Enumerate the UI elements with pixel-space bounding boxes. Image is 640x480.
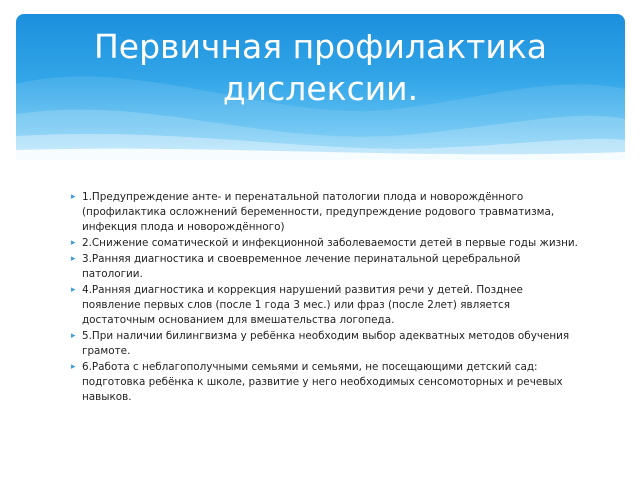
list-item [71,236,582,251]
title-line-1: Первичная профилактика [93,27,548,66]
list-item-text: 6.Работа с неблагополучными семьями и семьями, не посещающими детский сад: подготовка ребёнка к школе, развитие у него необходимых сенсомоторных и речевых навыков. [82,361,563,403]
list-item [71,329,582,359]
triangle-bullet-icon: ▸ [71,238,76,248]
list-item-text: 3.Ранняя диагностика и своевременное лечение перинатальной церебральной патологии. [82,253,521,280]
list-item [71,360,582,405]
triangle-bullet-icon: ▸ [71,362,76,372]
triangle-bullet-icon: ▸ [71,254,76,264]
list-item-text: 2.Снижение соматической и инфекционной заболеваемости детей в первые годы жизни. [82,237,578,249]
triangle-bullet-icon: ▸ [71,285,76,295]
list-item-text: 5.При наличии билингвизма у ребёнка необходим выбор адекватных методов обучения грамоте. [82,330,570,357]
list-item-text: 1.Предупреждение анте- и перенатальной патологии плода и новорождённого (профилактика осложнений беременности, предупреждение родового травматизма, инфекция плода и новорождённого) [82,191,555,233]
list-item [71,283,582,328]
triangle-bullet-icon: ▸ [71,331,76,341]
list-item-text: 4.Ранняя диагностика и коррекция нарушений развития речи у детей. Позднее появление первых слов (после 1 года 3 мес.) или фраз (после 2лет) является достаточным основанием для вмешательства логопеда. [82,284,523,326]
bullet-list [71,190,582,406]
page-title [16,26,625,110]
title-line-2: дислексии. [222,69,419,108]
list-item [71,252,582,282]
triangle-bullet-icon: ▸ [71,192,76,202]
list-item [71,190,582,235]
